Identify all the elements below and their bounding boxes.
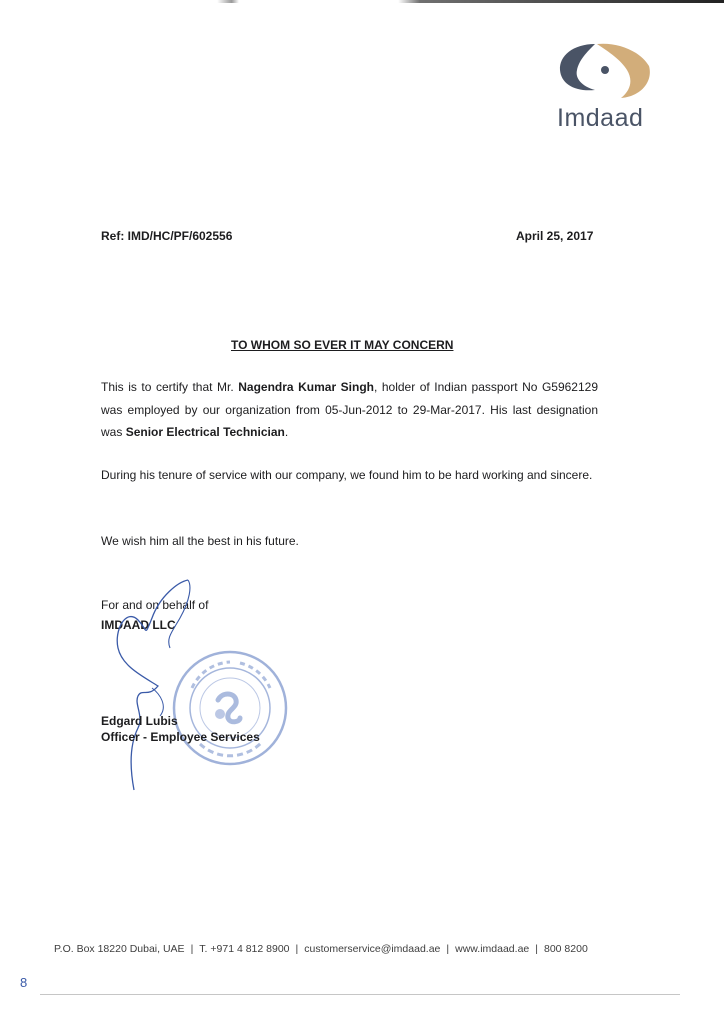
footer-separator: | [446, 943, 450, 955]
page-number-mark: 8 [20, 975, 28, 990]
company-name: IMDAAD LLC [101, 618, 176, 632]
footer-phone: T. +971 4 812 8900 [199, 943, 290, 955]
reference-number: Ref: IMD/HC/PF/602556 [101, 229, 233, 243]
handwritten-signature [108, 578, 208, 793]
p1-text-b: , holder of Indian passport No G5962129 was employed by our organization from 05-Jun-2012 to 29-Mar-2017. His last designation was [101, 380, 599, 439]
employee-name: Nagendra Kumar Singh [238, 380, 374, 394]
footer-email: customerservice@imdaad.ae [304, 943, 441, 955]
footer-address: P.O. Box 18220 Dubai, UAE [54, 943, 185, 955]
p1-text-a: This is to certify that Mr. [101, 380, 239, 394]
letter-date: April 25, 2017 [516, 229, 594, 243]
p1-text-c: . [284, 425, 289, 439]
signatory-role: Officer - Employee Services [101, 730, 260, 744]
scan-edge [0, 0, 724, 3]
footer-separator: | [295, 943, 299, 955]
signatory-name: Edgard Lubis [101, 714, 178, 728]
logo-wordmark: Imdaad [557, 104, 644, 132]
footer-separator: | [535, 943, 538, 955]
footer-tollfree: 800 8200 [543, 943, 588, 955]
wishes-paragraph: We wish him all the best in his future. [101, 534, 299, 548]
employee-designation: Senior Electrical Technician [125, 425, 285, 439]
logo-mark-icon [555, 40, 655, 100]
letter-footer [54, 943, 588, 955]
footer-website: www.imdaad.ae [455, 943, 530, 955]
on-behalf-line: For and on behalf of [101, 598, 209, 612]
footer-separator: | [190, 943, 194, 955]
bottom-divider [40, 994, 680, 995]
tenure-paragraph: During his tenure of service with our company, we found him to be hard working and sincere. [101, 468, 593, 482]
letter-heading: TO WHOM SO EVER IT MAY CONCERN [231, 338, 454, 352]
imdaad-logo [555, 40, 655, 135]
certification-paragraph [101, 376, 598, 444]
